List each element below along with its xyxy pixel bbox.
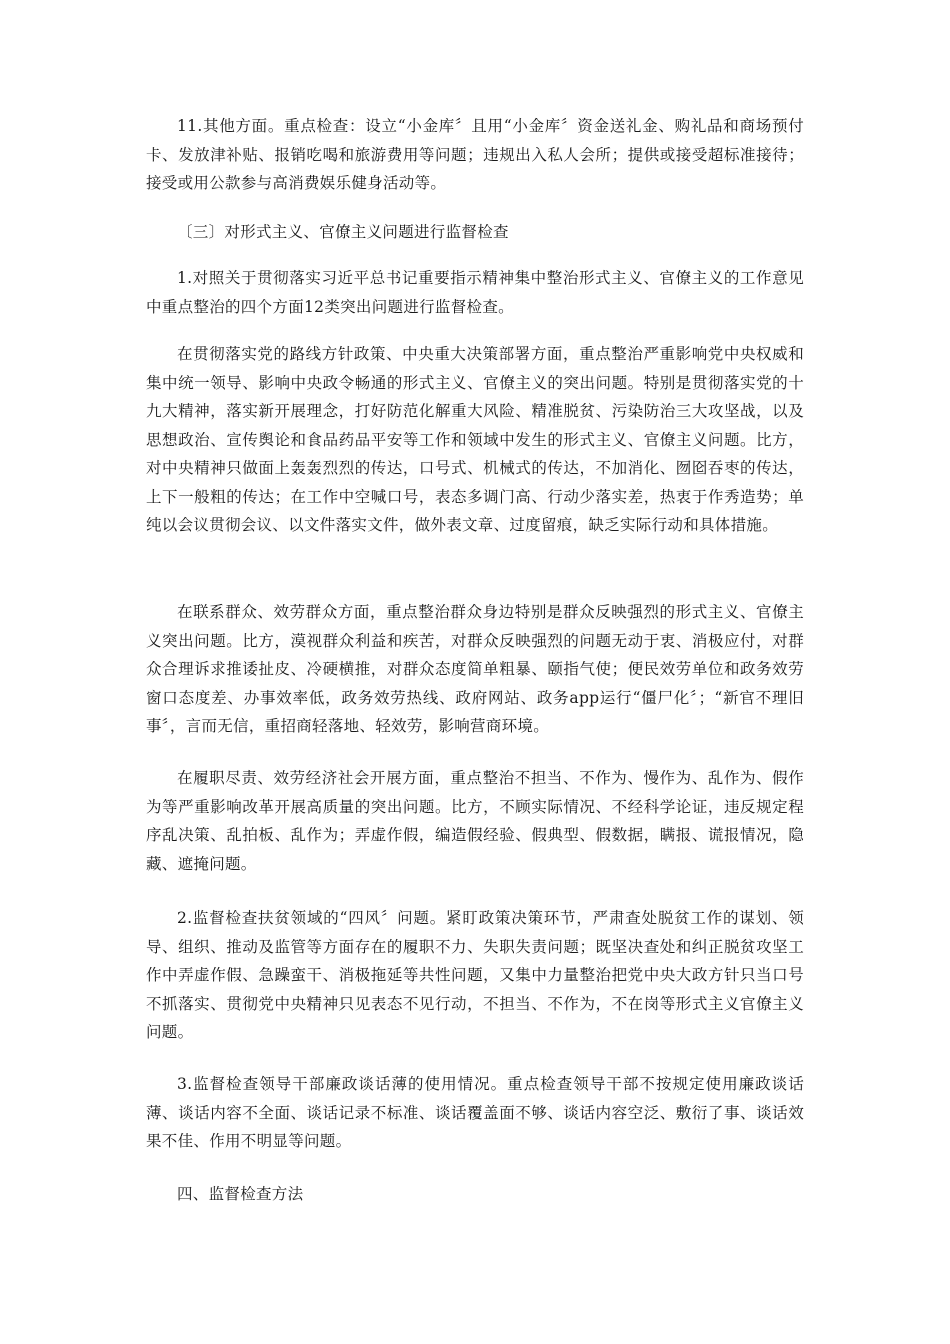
paragraph-item-2-poverty: 2.监督检查扶贫领域的“四风〞问题。紧盯政策决策环节，严肃查处脱贫工作的谋划、领导、组织、推动及监管等方面存在的履职不力、失职失责问题；既坚决查处和纠正脱贫攻坚工作中弄虚作假、急躁蛮干、消极拖延等共性问题，又集中力量整治把党中央大政方针只当口号不抓落实、贯彻党中央精神只见表态不见行动，不担当、不作为，不在岗等形式主义官僚主义问题。 — [146, 909, 804, 1041]
paragraph-item-3-talk-book: 3.监督检查领导干部廉政谈话薄的使用情况。重点检查领导干部不按规定使用廉政谈话薄、谈话内容不全面、谈话记录不标准、谈话覆盖面不够、谈话内容空泛、敷衍了事、谈话效果不佳、作用不明显等问题。 — [146, 1075, 804, 1150]
paragraph-policy-implementation: 在贯彻落实党的路线方针政策、中央重大决策部署方面，重点整治严重影响党中央权威和集中统一领导、影响中央政令畅通的形式主义、官僚主义的突出问题。特别是贯彻落实党的十九大精神，落实新开展理念，打好防范化解重大风险、精准脱贫、污染防治三大攻坚战，以及思想政治、宣传舆论和食品药品平安等工作和领域中发生的形式主义、官僚主义问题。比方，对中央精神只做面上轰轰烈烈的传达，口号式、机械式的传达，不加消化、囫囵吞枣的传达，上下一般粗的传达；在工作中空喊口号，表态多调门高、行动少落实差，热衷于作秀造势；单纯以会议贯彻会议、以文件落实文件，做外表文章、过度留痕，缺乏实际行动和具体措施。 — [146, 345, 804, 534]
paragraph-item-1-inspection: 1.对照关于贯彻落实习近平总书记重要指示精神集中整治形式主义、官僚主义的工作意见中重点整治的四个方面12类突出问题进行监督检查。 — [146, 269, 804, 316]
section-heading-methods: 四、监督检查方法 — [177, 1185, 304, 1203]
paragraph-item-11-other: 11.其他方面。重点检查：设立“小金库〞且用“小金库〞资金送礼金、购礼品和商场预付卡、发放津补贴、报销吃喝和旅游费用等问题；违规出入私人会所；提供或接受超标准接待；接受或用公款参与高消费娱乐健身活动等。 — [146, 117, 804, 192]
paragraph-duty-performance: 在履职尽责、效劳经济社会开展方面，重点整治不担当、不作为、慢作为、乱作为、假作为等严重影响改革开展高质量的突出问题。比方，不顾实际情况、不经科学论证，违反规定程序乱决策、乱拍板、乱作为；弄虚作假，编造假经验、假典型、假数据，瞒报、谎报情况，隐藏、遮掩问题。 — [146, 769, 804, 873]
paragraph-serving-masses: 在联系群众、效劳群众方面，重点整治群众身边特别是群众反映强烈的形式主义、官僚主义突出问题。比方，漠视群众利益和疾苦，对群众反映强烈的问题无动于衷、消极应付，对群众合理诉求推诿扯皮、冷硬横推，对群众态度简单粗暴、颐指气使；便民效劳单位和政务效劳窗口态度差、办事效率低，政务效劳热线、政府网站、政务app运行“僵尸化〞；“新官不理旧事〞，言而无信，重招商轻落地、轻效劳，影响营商环境。 — [146, 603, 804, 735]
section-heading-formalism: 〔三〕对形式主义、官僚主义问题进行监督检查 — [177, 223, 509, 241]
